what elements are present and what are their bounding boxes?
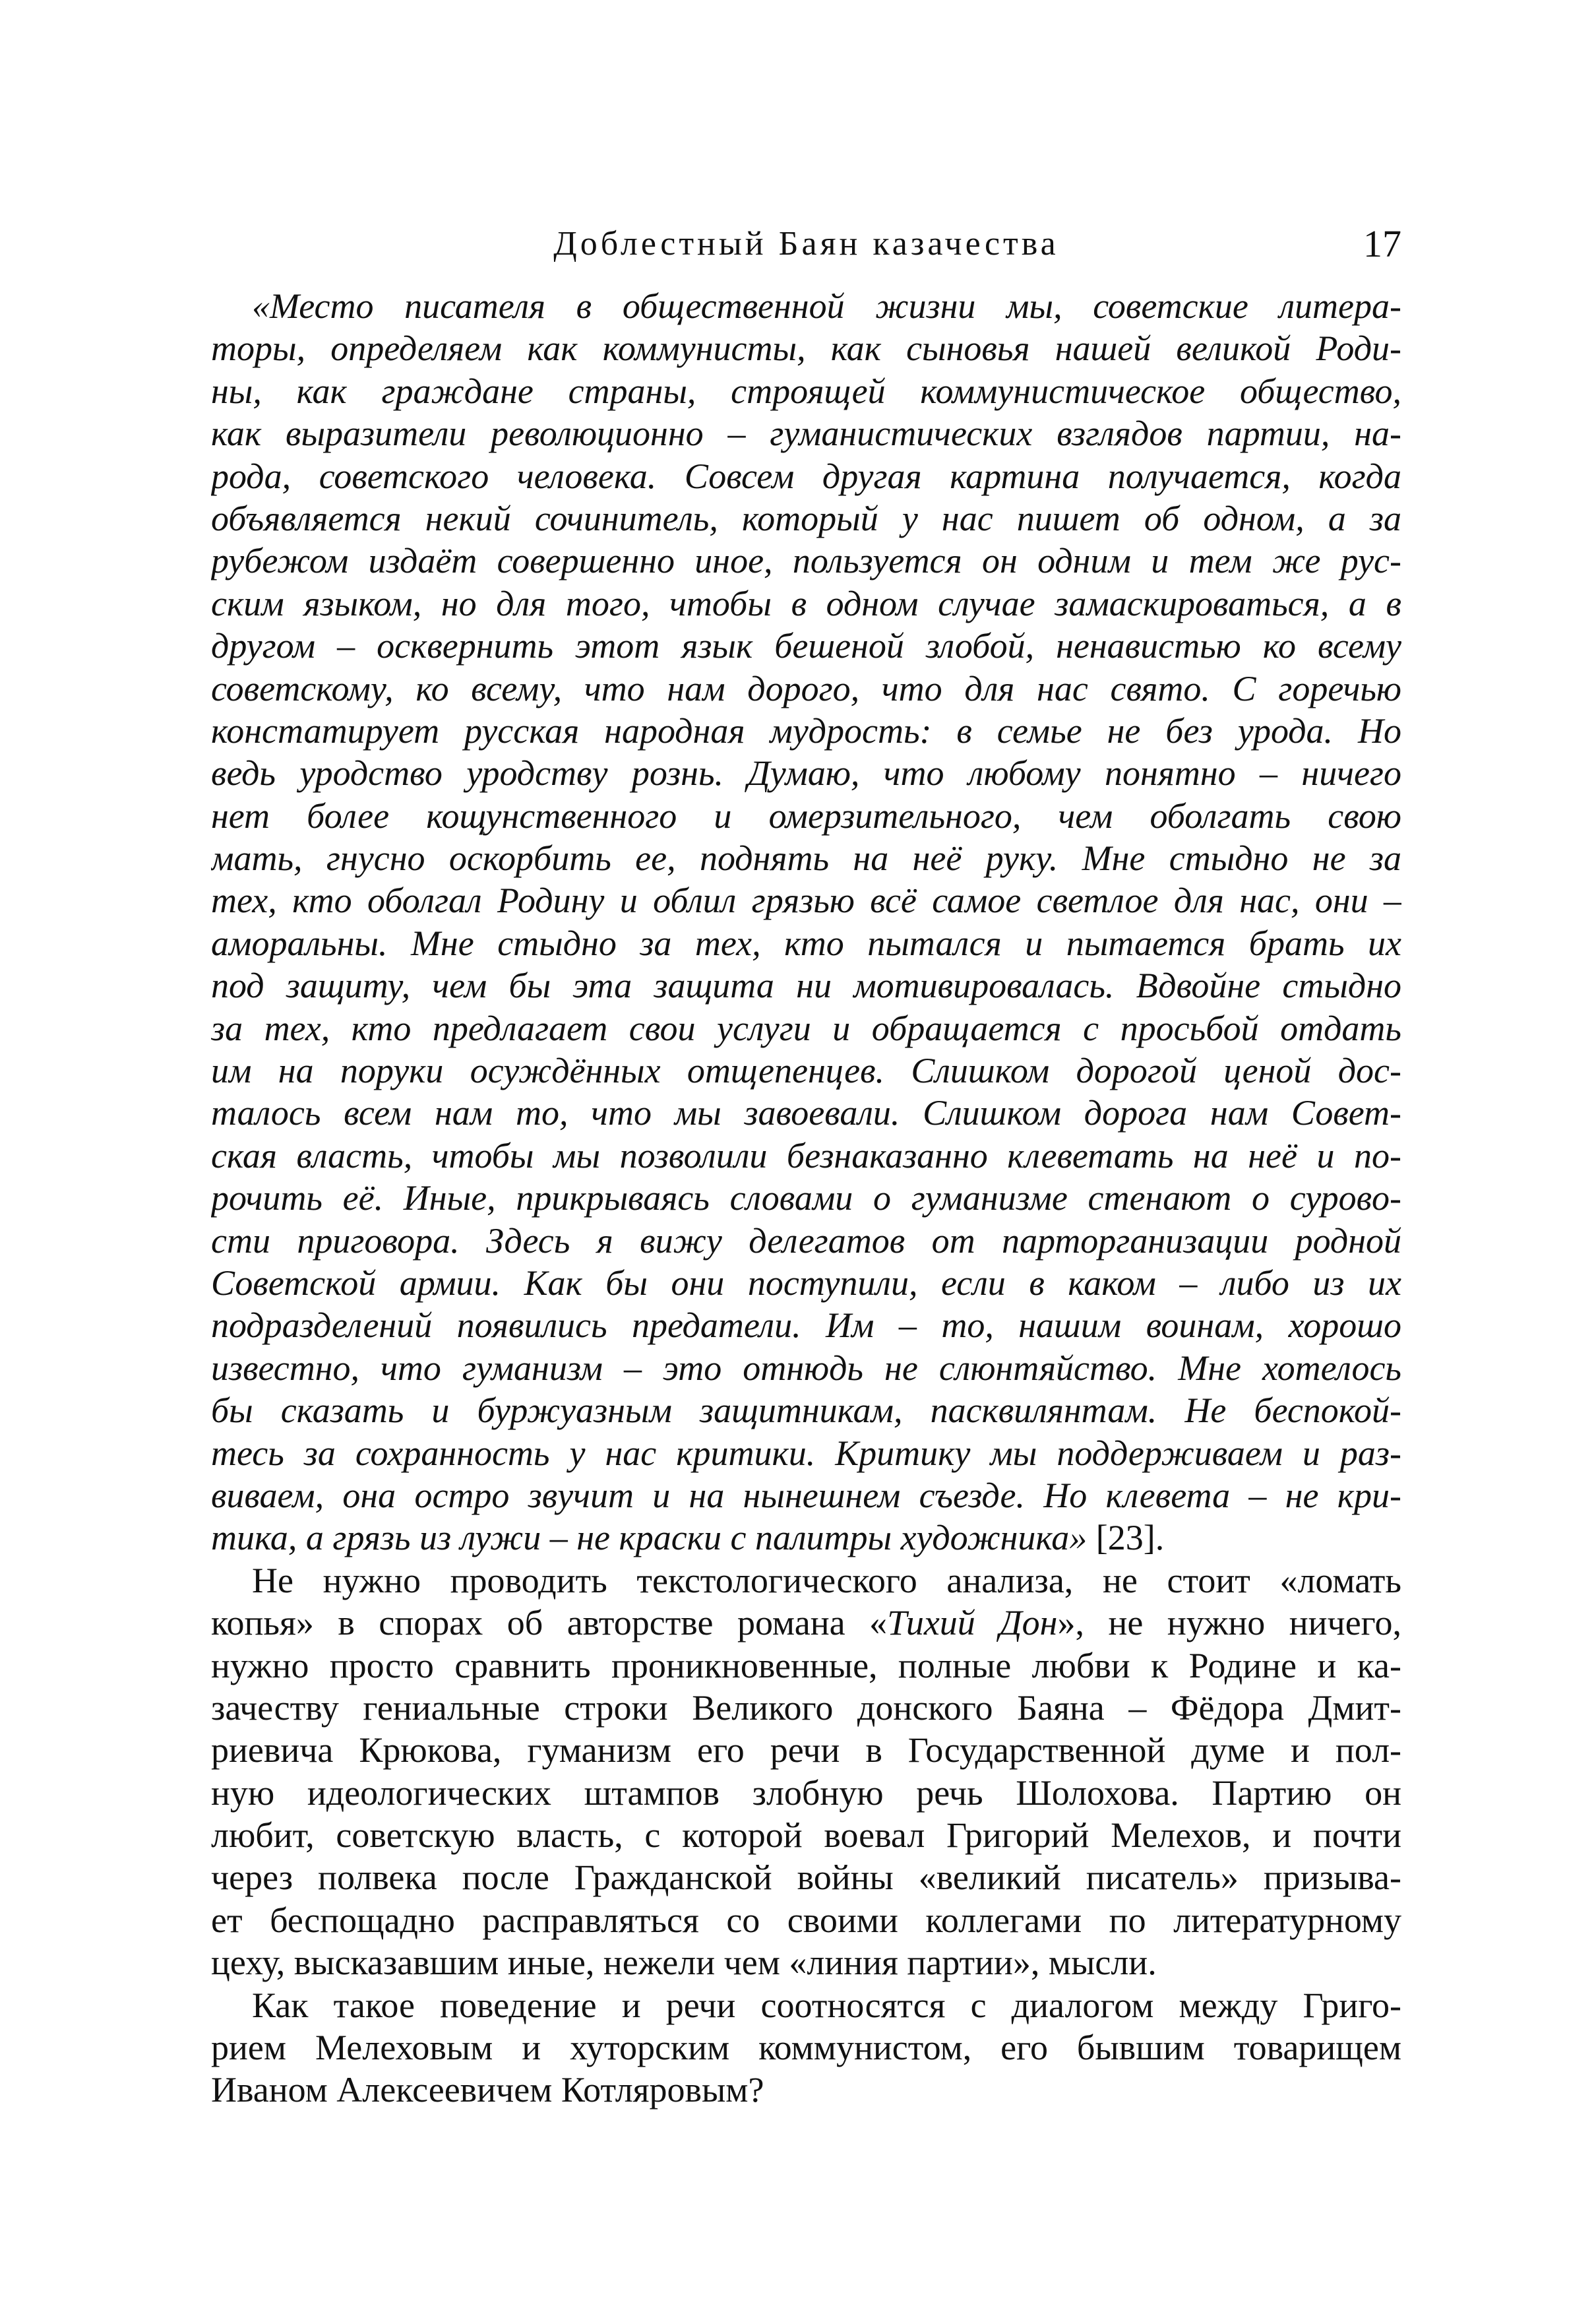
text-line: рочить её. Иные, прикрываясь словами о гуманизме стенают о суровo- [211,1178,1401,1218]
citation-reference: [23]. [1087,1518,1165,1558]
text-line: Иваном Алексеевичем Котляровым? [211,2070,764,2110]
text-line: ским языком, но для того, чтобы в одном случае замаскироваться, а в [211,583,1401,623]
text-line [211,1602,1401,1644]
text-line: талось всем нам то, что мы завоевали. Слишком дорога нам Совет- [211,1093,1401,1133]
text-line: ны, как граждане страны, строящей коммунистическое общество, [211,371,1401,411]
paragraph-authorship [211,1559,1401,1984]
text-line: им на поруки осуждённых отщепенцев. Слишком дорогой ценой дос- [211,1051,1401,1091]
text-line: торы, определяем как коммунисты, как сыновья нашей великой Роди- [211,328,1401,369]
text-line: ет беспощадно расправляться со своими коллегами по литературному [211,1900,1401,1940]
text-line: Не нужно проводить текстологического анализа, не стоит «ломать [252,1560,1401,1600]
text-line: сти приговора. Здесь я вижу делегатов от парторганизации родной [211,1220,1401,1261]
text-line: под защиту, чем бы эта защита ни мотивировалась. Вдвойне стыдно [211,966,1401,1006]
text-line: Советской армии. Как бы они поступили, если в каком – либо из их [211,1263,1401,1303]
page-number: 17 [1363,222,1401,265]
text-line: рубежом издаёт совершенно иное, пользуется он одним и тем же рус- [211,541,1401,581]
text-block [211,285,1401,2111]
novel-title: Тихий Дон [887,1603,1058,1643]
text-line: Как такое поведение и речи соотносятся с диалогом между Григо- [252,1985,1401,2025]
text-fragment: », не нужно ничего, [1057,1603,1401,1643]
quote-closing-text: тика, а грязь из лужи – не краски с палитры художника» [211,1518,1088,1558]
text-line: мать, гнусно оскорбить ее, поднять на неё руку. Мне стыдно не за [211,838,1401,879]
text-line: тех, кто оболгал Родину и облил грязью всё самое светлое для нас, они – [211,881,1401,921]
text-line: ская власть, чтобы мы позволили безнаказанно клеветать на неё и по- [211,1135,1401,1175]
text-line: ведь уродство уродству рознь. Думаю, что любому понятно – ничего [211,753,1401,794]
text-line: подразделений появились предатели. Им – то, нашим воинам, хорошо [211,1305,1401,1346]
text-line: риевича Крюкова, гуманизм его речи в Государственной думе и пол- [211,1730,1401,1770]
running-title: Доблестный Баян казачества [553,225,1059,263]
text-line: нет более кощунственного и омерзительного, чем оболгать свою [211,796,1401,836]
text-line: нужно просто сравнить проникновенные, полные любви к Родине и ка- [211,1645,1401,1685]
text-line: за тех, кто предлагает свои услуги и обращается с просьбой отдать [211,1008,1401,1048]
text-fragment: копья» в спорах об авторстве романа « [211,1603,888,1643]
text-line: виваем, она остро звучит и на нынешнем съезде. Но клевета – не кри- [211,1475,1401,1515]
text-line: зачеству гениальные строки Великого донского Баяна – Фёдора Дмит- [211,1687,1401,1728]
quote-paragraph [211,285,1401,1559]
text-line: бы сказать и буржуазным защитникам, пасквилянтам. Не беспокой- [211,1391,1401,1431]
text-line: рием Мелеховым и хуторским коммунистом, его бывшим товарищем [211,2028,1401,2068]
text-line: известно, что гуманизм – это отнюдь не слюнтяйство. Мне хотелось [211,1348,1401,1388]
text-line: объявляется некий сочинитель, который у нас пишет об одном, а за [211,498,1401,538]
text-line: констатирует русская народная мудрость: в семье не без урода. Но [211,710,1401,751]
text-line: цеху, высказавшим иные, нежели чем «линия партии», мысли. [211,1943,1157,1983]
text-line: любит, советскую власть, с которой воевал Григорий Мелехов, и почти [211,1815,1401,1856]
text-line: аморальны. Мне стыдно за тех, кто пытался и пытается брать их [211,923,1401,963]
text-line: через полвека после Гражданской войны «великий писатель» призыва- [211,1858,1401,1898]
text-line: тесь за сохранность у нас критики. Критику мы поддерживаем и раз- [211,1433,1401,1473]
paragraph-question [211,1984,1401,2111]
text-line: как выразители революционно – гуманистических взглядов партии, на- [211,414,1401,454]
text-line: рода, советского человека. Совсем другая картина получается, когда [211,456,1401,496]
running-head [211,218,1401,270]
text-line: «Место писателя в общественной жизни мы, советские литера- [252,286,1401,326]
text-line: ную идеологических штампов злобную речь Шолохова. Партию он [211,1772,1401,1813]
text-line [211,1517,1401,1559]
text-line: советскому, ко всему, что нам дорого, что для нас свято. С горечью [211,668,1401,708]
text-line: другом – осквернить этот язык бешеной злобой, ненавистью ко всему [211,626,1401,666]
